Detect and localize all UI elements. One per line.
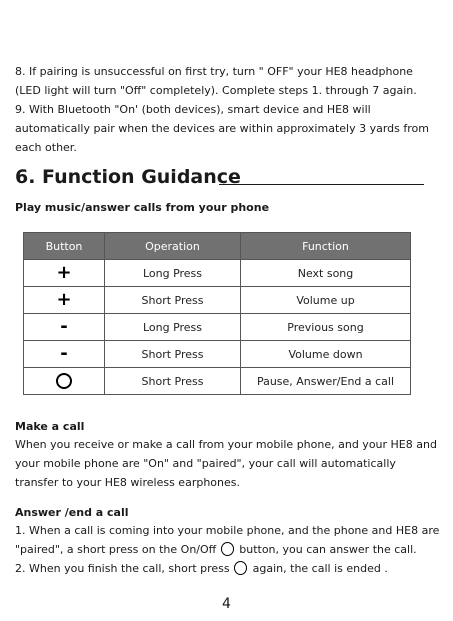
operation-cell: Long Press <box>105 260 241 287</box>
answer-step-2-text-end: again, the call is ended . <box>252 562 388 575</box>
minus-icon: - <box>60 343 68 364</box>
operation-cell: Short Press <box>105 341 241 368</box>
answer-call-heading: Answer /end a call <box>15 506 129 519</box>
operation-cell: Short Press <box>105 368 241 395</box>
section-title: 6. Function Guidance <box>15 166 241 188</box>
answer-call-step-1 <box>15 521 440 559</box>
answer-step-1-text: 1. When a call is coming into your mobile phone, and the phone and HE8 are "paired", a short press on the On/Off <box>15 524 440 556</box>
power-circle-icon <box>234 561 247 575</box>
page-number: 4 <box>222 596 231 612</box>
function-cell: Previous song <box>241 314 411 341</box>
function-cell: Next song <box>241 260 411 287</box>
power-circle-icon <box>221 542 234 556</box>
plus-icon: + <box>56 289 72 310</box>
title-underline <box>219 184 424 185</box>
operation-cell: Long Press <box>105 314 241 341</box>
function-table <box>23 232 411 395</box>
answer-step-2-text: 2. When you finish the call, short press <box>15 562 230 575</box>
table-row <box>24 341 411 368</box>
function-cell: Volume up <box>241 287 411 314</box>
answer-step-1-text-end: button, you can answer the call. <box>239 543 417 556</box>
plus-icon: + <box>56 262 72 283</box>
function-cell: Volume down <box>241 341 411 368</box>
power-circle-icon <box>56 373 72 389</box>
table-row <box>24 260 411 287</box>
make-call-body: When you receive or make a call from your mobile phone, and your HE8 and your mobile phone are "On" and "paired", your call will automatically transfer to your HE8 wireless earphones. <box>15 438 437 489</box>
make-call-heading: Make a call <box>15 420 85 433</box>
step-9-text: 9. With Bluetooth "On' (both devices), smart device and HE8 will automatically pair when the devices are within approximately 3 yards from each other. <box>15 103 429 154</box>
step-8-text: 8. If pairing is unsuccessful on first try, turn " OFF" your HE8 headphone (LED light will turn "Off" completely). Complete steps 1. through 7 again. <box>15 65 417 97</box>
minus-icon: - <box>60 316 68 337</box>
operation-cell: Short Press <box>105 287 241 314</box>
function-cell: Pause, Answer/End a call <box>241 368 411 395</box>
table-row <box>24 314 411 341</box>
header-operation: Operation <box>105 233 241 260</box>
header-button: Button <box>24 233 105 260</box>
table-row <box>24 287 411 314</box>
header-function: Function <box>241 233 411 260</box>
answer-call-step-2 <box>15 559 440 578</box>
table-row <box>24 368 411 395</box>
section-subtitle: Play music/answer calls from your phone <box>15 201 270 214</box>
table-header-row <box>24 233 411 260</box>
